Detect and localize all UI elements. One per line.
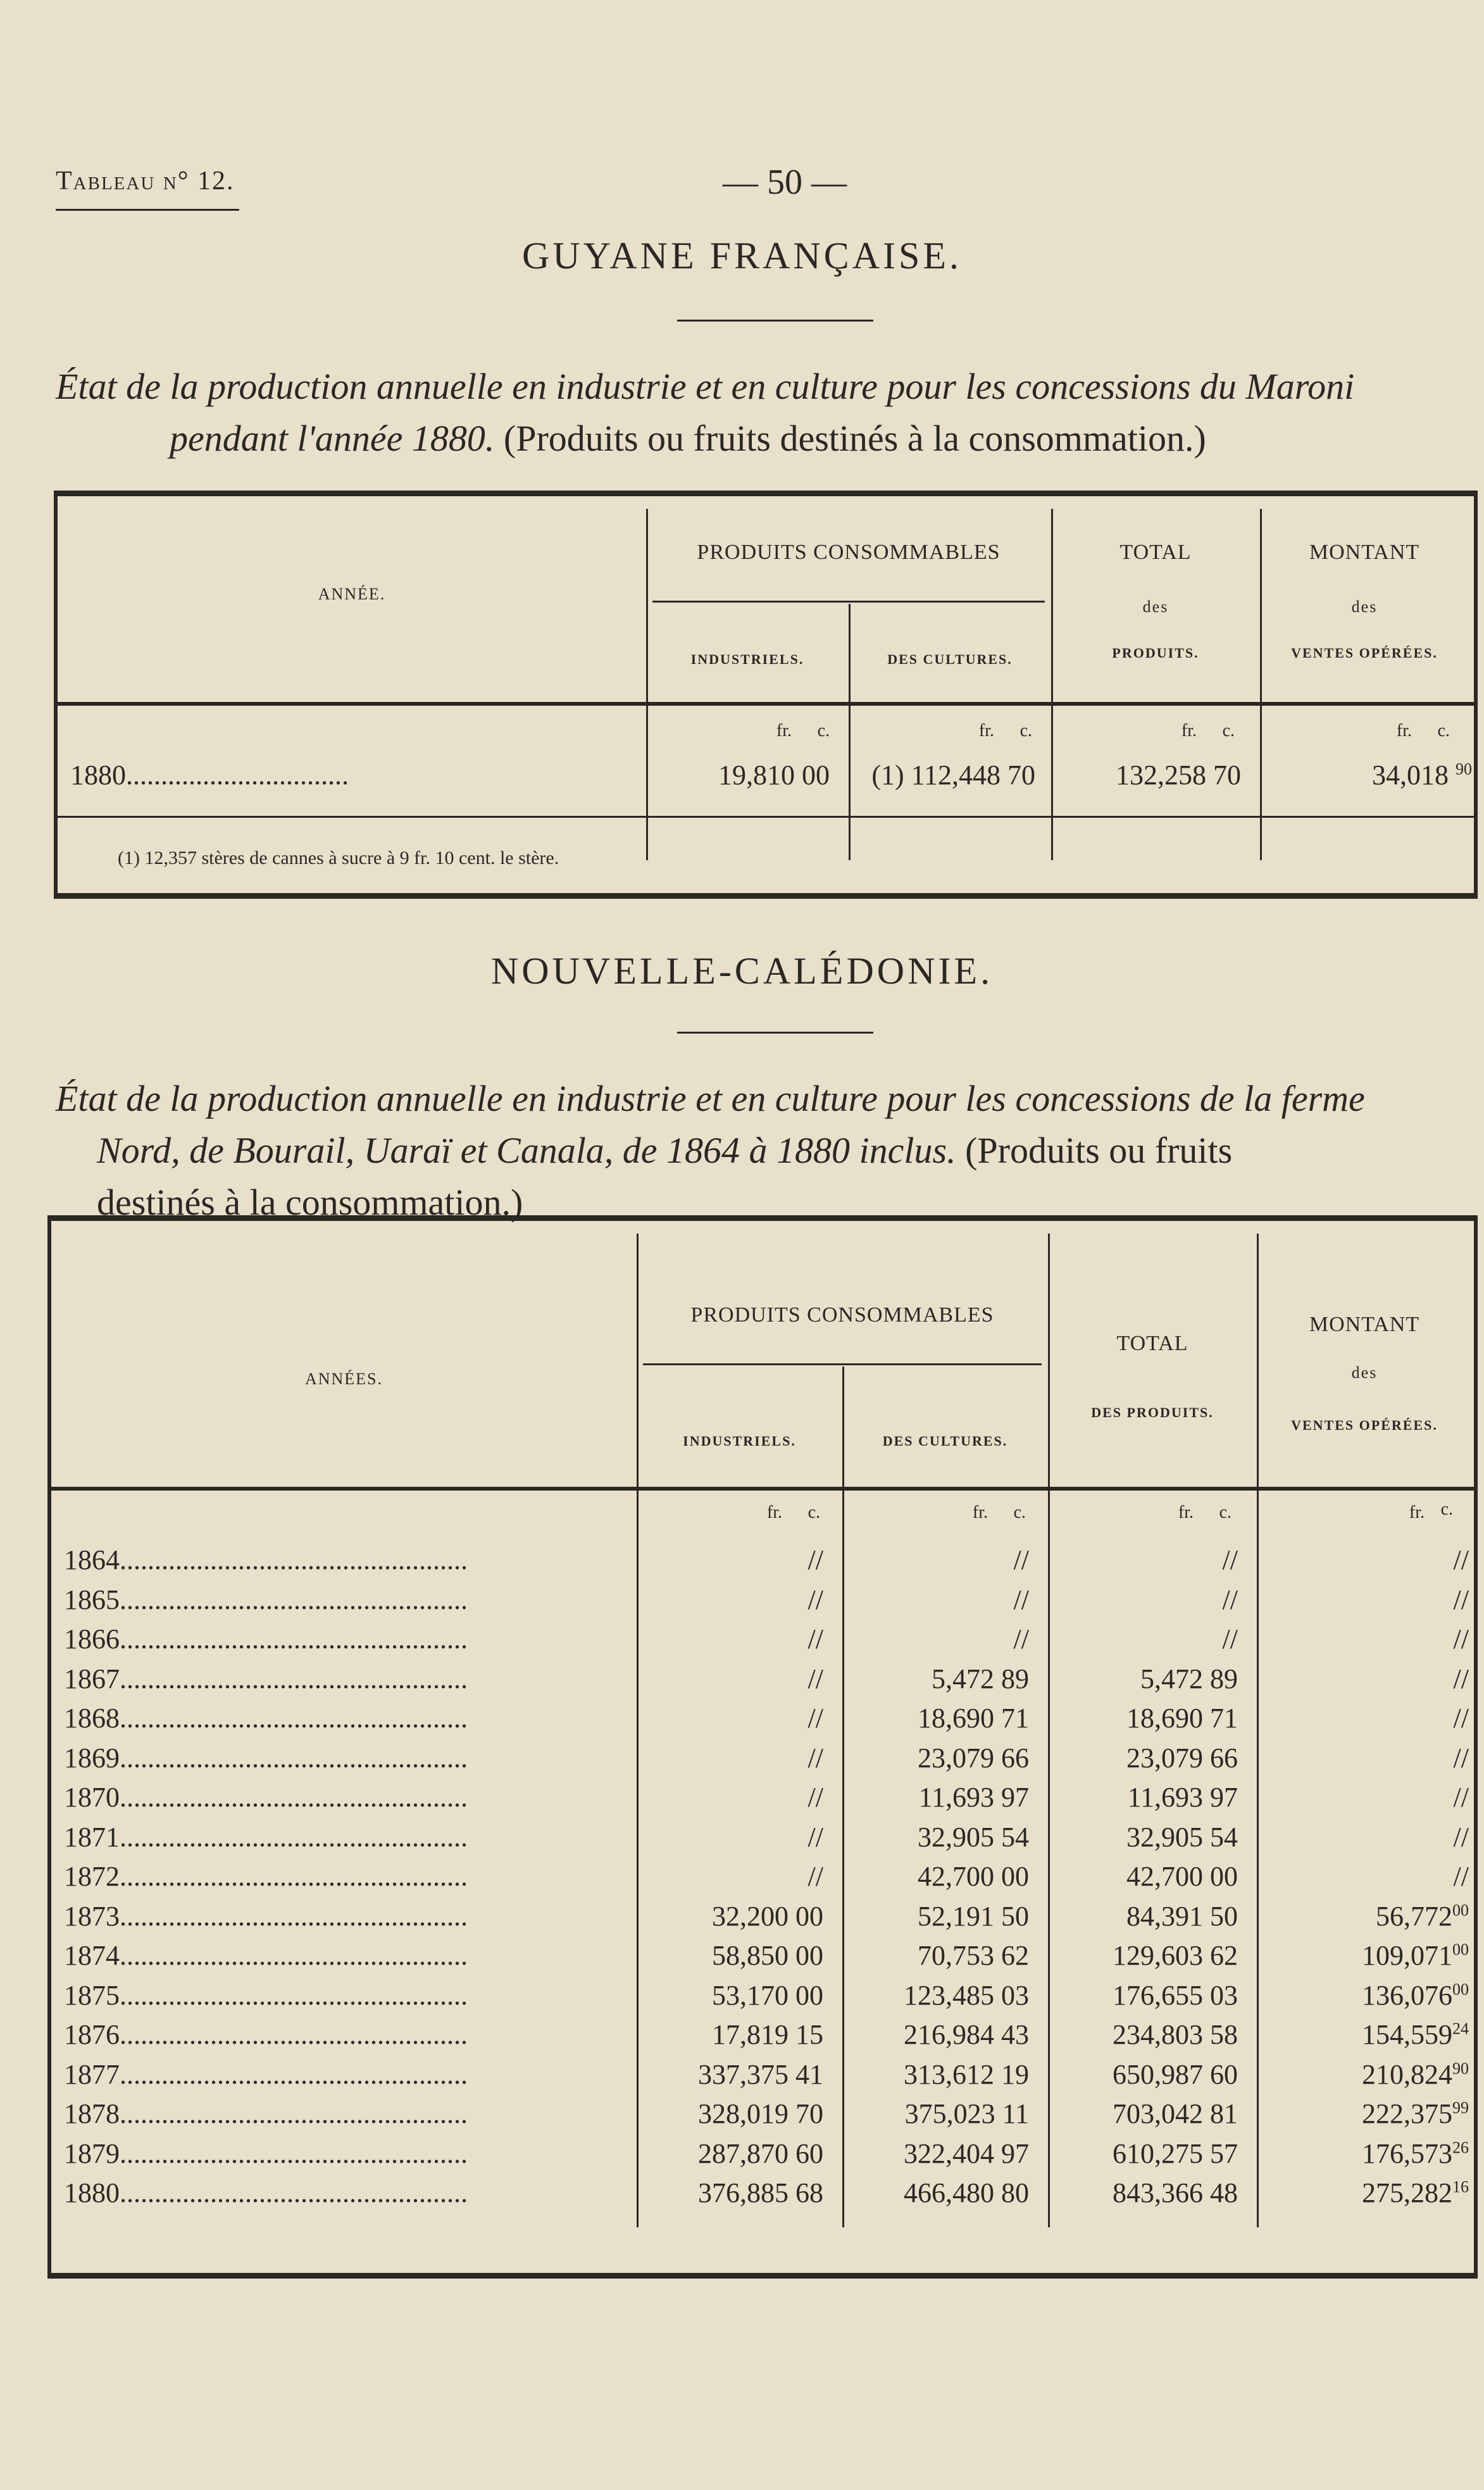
row-year (64, 1781, 630, 1813)
unit-fr: fr. (1409, 1503, 1425, 1522)
cell-cultures: 313,612 19 (904, 2059, 1029, 2090)
cell-montant (1263, 1900, 1469, 1932)
unit-c: c. (1222, 721, 1235, 741)
cell-cultures: 5,472 89 (932, 1663, 1029, 1694)
col-header-cultures: DES CULTURES. (882, 1433, 1008, 1449)
leader-dots: .................................................. (120, 2098, 468, 2129)
cell-total: // (1222, 1624, 1238, 1655)
leader-dots: .................................................. (120, 1861, 468, 1892)
leader-dots: .................................................. (120, 2177, 468, 2208)
cell-industriels: 32,200 00 (712, 1901, 823, 1932)
col-header-total-des: des (1142, 597, 1169, 616)
cell-cultures: 32,905 54 (918, 1822, 1029, 1853)
cell-montant (1263, 1979, 1469, 2011)
col-divider (842, 1367, 844, 2227)
cell-industriels: 53,170 00 (712, 1980, 823, 2011)
col-divider (849, 604, 851, 860)
leader-dots: .................................................. (120, 1742, 468, 1774)
cell-industriels: 328,019 70 (698, 2098, 823, 2129)
cell-industriels: 337,375 41 (698, 2059, 823, 2090)
row-year-value: 1872 (64, 1861, 120, 1892)
col-header-total: TOTAL (1116, 1332, 1188, 1355)
caption-guyane-line1: État de la production annuelle en industrie et en culture pour les concessions du Maroni (56, 366, 1355, 407)
col-header-total: TOTAL (1119, 541, 1192, 564)
row-year (64, 1742, 630, 1774)
cell-total: 18,690 71 (1126, 1703, 1238, 1734)
cell-montant-value: // (1453, 1861, 1469, 1892)
col-header-montant: MONTANT (1309, 1313, 1420, 1336)
cell-montant (1263, 1821, 1469, 1853)
cell-total: // (1222, 1544, 1238, 1575)
row-year-value: 1865 (64, 1584, 120, 1615)
col-header-montant-ventes: VENTES OPÉRÉES. (1291, 645, 1438, 661)
leader-dots: .................................................. (120, 1940, 468, 1971)
body-rule (58, 816, 1474, 818)
cell-total: 843,366 48 (1113, 2177, 1238, 2208)
cell-montant (1263, 1584, 1469, 1616)
cell-cultures: 322,404 97 (904, 2138, 1029, 2169)
cell-total: 234,803 58 (1113, 2019, 1238, 2050)
unit-c: c. (817, 721, 830, 741)
cell-cultures: 466,480 80 (904, 2177, 1029, 2208)
section-divider (677, 1032, 873, 1034)
row-year-value: 1876 (64, 2019, 120, 2050)
col-header-cultures: DES CULTURES. (887, 651, 1013, 667)
cell-montant-cents: 90 (1452, 2059, 1469, 2078)
unit-fr: fr. (972, 1503, 988, 1522)
footnote: (1) 12,357 stères de cannes à sucre à 9 fr. 10 cent. le stère. (118, 848, 559, 868)
row-year-value: 1877 (64, 2059, 120, 2090)
unit-fr: fr. (776, 721, 792, 741)
unit-c: c. (1019, 721, 1032, 741)
cell-industriels: 376,885 68 (698, 2177, 823, 2208)
cell-montant-value: 222,375 (1362, 2098, 1452, 2129)
cell-industriels: // (807, 1624, 823, 1655)
col-header-industriels: INDUSTRIELS. (690, 651, 804, 667)
cell-total: 42,700 00 (1126, 1861, 1238, 1892)
row-year-value: 1864 (64, 1544, 120, 1575)
cell-cultures: 23,079 66 (918, 1742, 1029, 1774)
cell-total: 32,905 54 (1126, 1822, 1238, 1853)
cell-montant-cents: 00 (1452, 1901, 1469, 1920)
cell-montant (1263, 2018, 1469, 2051)
row-year-value: 1869 (64, 1742, 120, 1774)
row-year (64, 1702, 630, 1734)
row-year-value: 1866 (64, 1624, 120, 1655)
section-title-guyane: GUYANE FRANÇAISE. (521, 235, 963, 277)
cell-total: 23,079 66 (1126, 1742, 1238, 1774)
subheader-rule (652, 601, 1045, 603)
cell-total: 650,987 60 (1113, 2059, 1238, 2090)
row-year (64, 1821, 630, 1853)
col-header-montant-ventes: VENTES OPÉRÉES. (1291, 1417, 1438, 1433)
unit-fr: fr. (1181, 721, 1197, 741)
cell-industriels: // (807, 1703, 823, 1734)
cell-montant-value: 56,772 (1376, 1901, 1452, 1932)
cell-cultures: 11,693 97 (918, 1782, 1029, 1813)
caption-caledonie-line3: destinés à la consommation.) (97, 1182, 523, 1223)
unit-c: c. (1219, 1503, 1231, 1522)
cell-montant (1263, 1544, 1469, 1576)
row-year (64, 1939, 630, 1972)
cell-montant (1263, 1939, 1469, 1972)
cell-montant (1263, 2058, 1469, 2091)
cell-montant (1263, 1742, 1469, 1774)
col-header-produits: PRODUITS CONSOMMABLES (697, 541, 1001, 564)
header-divider (56, 209, 239, 211)
row-year (64, 1584, 630, 1616)
table-number-label: Tableau n° 12. (56, 166, 235, 196)
cell-montant-value: // (1453, 1544, 1469, 1575)
cell-industriels: // (807, 1544, 823, 1575)
cell-montant (1263, 2177, 1469, 2209)
col-header-industriels: INDUSTRIELS. (683, 1433, 796, 1449)
cell-cultures: 52,191 50 (918, 1901, 1029, 1932)
cell-total: 11,693 97 (1127, 1782, 1238, 1813)
row-year (64, 2137, 630, 2170)
cell-cultures: // (1013, 1584, 1029, 1615)
caption-caledonie-line2-italic: Nord, de Bourail, Uaraï et Canala, de 1864 à 1880 inclus. (97, 1130, 956, 1171)
cell-montant (1263, 2098, 1469, 2130)
cell-montant (1263, 1781, 1469, 1813)
cell-industriels: // (807, 1822, 823, 1853)
row-year (64, 2177, 630, 2209)
leader-dots: .................................................. (120, 1624, 468, 1655)
cell-montant-cents: 00 (1452, 1940, 1469, 1959)
cell-montant-value: // (1453, 1624, 1469, 1655)
section-title-caledonie: NOUVELLE-CALÉDONIE. (490, 950, 994, 992)
row-year-value: 1875 (64, 1980, 120, 2011)
row-year (64, 1860, 630, 1893)
cell-total: 5,472 89 (1140, 1663, 1238, 1694)
row-year (64, 2018, 630, 2051)
row-year (64, 2098, 630, 2130)
row-year-value: 1878 (64, 2098, 120, 2129)
cell-montant (1263, 1663, 1469, 1695)
cell-montant-cents: 26 (1452, 2138, 1469, 2157)
row-year (64, 1623, 630, 1655)
unit-c: c. (1013, 1503, 1026, 1522)
cell-industriels: 17,819 15 (712, 2019, 823, 2050)
cell-cultures: 216,984 43 (904, 2019, 1029, 2050)
cell-montant-value: 34,018 (1372, 760, 1449, 791)
caption-caledonie-line2-normal: (Produits ou fruits (965, 1130, 1233, 1171)
unit-fr: fr. (1396, 721, 1412, 741)
cell-montant (1263, 2137, 1469, 2170)
cell-montant-value: 109,071 (1362, 1940, 1452, 1971)
caption-caledonie (56, 1073, 1473, 1229)
cell-montant-cents: 99 (1452, 2098, 1469, 2117)
unit-c: c. (807, 1503, 820, 1522)
leader-dots: .................................................. (120, 2138, 468, 2169)
row-year (64, 1663, 630, 1695)
leader-dots: .................................................. (120, 1584, 468, 1615)
cell-total: 132,258 70 (1116, 760, 1241, 791)
cell-montant-value: 275,282 (1362, 2177, 1452, 2208)
page-number: — 50 — (723, 163, 847, 202)
cell-cultures: (1) 112,448 70 (871, 760, 1035, 791)
leader-dots: .................................................. (120, 1822, 468, 1853)
col-divider (637, 1234, 639, 2227)
cell-total: 703,042 81 (1113, 2098, 1238, 2129)
section-divider (677, 320, 873, 322)
row-year: 1880................................ (70, 760, 349, 791)
leader-dots: .................................................. (120, 1980, 468, 2011)
unit-fr: fr. (1178, 1503, 1194, 1522)
cell-montant-value: 176,573 (1362, 2138, 1452, 2169)
cell-cultures: // (1013, 1544, 1029, 1575)
cell-total: 129,603 62 (1113, 1940, 1238, 1971)
cell-total: 84,391 50 (1126, 1901, 1238, 1932)
row-year (64, 2058, 630, 2091)
cell-industriels: // (807, 1663, 823, 1694)
col-header-total-produits: PRODUITS. (1112, 645, 1199, 661)
cell-montant-cents: 00 (1452, 1980, 1469, 1999)
unit-fr: fr. (978, 721, 994, 741)
col-header-montant-des: des (1351, 1363, 1378, 1382)
cell-industriels: 287,870 60 (698, 2138, 823, 2169)
row-year-value: 1867 (64, 1663, 120, 1694)
leader-dots: .................................................. (120, 2059, 468, 2090)
cell-montant (1263, 1702, 1469, 1734)
cell-cultures: 18,690 71 (918, 1703, 1029, 1734)
cell-montant-value: // (1453, 1822, 1469, 1853)
table-guyane (54, 491, 1478, 899)
row-year-value: 1868 (64, 1703, 120, 1734)
table-caledonie (47, 1215, 1478, 2279)
cell-montant (1263, 1860, 1469, 1893)
cell-cultures: 70,753 62 (918, 1940, 1029, 1971)
col-divider (1048, 1234, 1050, 2227)
header-rule (51, 1487, 1474, 1491)
cell-montant (1266, 759, 1472, 791)
caption-guyane-line2-normal: (Produits ou fruits destinés à la consommation.) (503, 418, 1206, 459)
cell-montant-value: 210,824 (1362, 2059, 1452, 2090)
row-year-value: 1874 (64, 1940, 120, 1971)
cell-industriels: // (807, 1742, 823, 1774)
row-year (64, 1544, 630, 1576)
col-header-annees: ANNÉES. (304, 1370, 383, 1388)
leader-dots: .................................................. (120, 2019, 468, 2050)
cell-montant (1263, 1623, 1469, 1655)
col-divider (1257, 1234, 1259, 2227)
cell-industriels: // (807, 1861, 823, 1892)
row-year-value: 1880 (64, 2177, 120, 2208)
col-header-montant-des: des (1351, 597, 1378, 616)
unit-fr: fr. (766, 1503, 782, 1522)
cell-montant-cents: 90 (1456, 760, 1472, 779)
row-year-value: 1871 (64, 1822, 120, 1853)
caption-guyane (56, 361, 1473, 465)
leader-dots: .................................................. (120, 1544, 468, 1575)
cell-industriels: // (807, 1782, 823, 1813)
cell-cultures: 375,023 11 (904, 2098, 1029, 2129)
cell-montant-value: // (1453, 1663, 1469, 1694)
leader-dots: .................................................. (120, 1782, 468, 1813)
cell-cultures: 42,700 00 (918, 1861, 1029, 1892)
cell-industriels: // (807, 1584, 823, 1615)
col-header-total-produits: DES PRODUITS. (1091, 1405, 1214, 1420)
cell-cultures: // (1013, 1624, 1029, 1655)
caption-guyane-line2-italic: pendant l'année 1880. (170, 418, 495, 459)
cell-montant-value: // (1453, 1742, 1469, 1774)
leader-dots: .................................................. (120, 1663, 468, 1694)
row-year-value: 1873 (64, 1901, 120, 1932)
row-year-value: 1879 (64, 2138, 120, 2169)
cell-montant-cents: 16 (1452, 2177, 1469, 2196)
caption-caledonie-line1: État de la production annuelle en industrie et en culture pour les concessions de la ferme (56, 1078, 1365, 1119)
cell-cultures: 123,485 03 (904, 1980, 1029, 2011)
unit-c: c. (1437, 721, 1450, 741)
cell-montant-cents: 24 (1452, 2019, 1469, 2038)
unit-c: c. (1440, 1499, 1453, 1519)
subheader-rule (643, 1363, 1042, 1365)
cell-industriels: 58,850 00 (712, 1940, 823, 1971)
cell-montant-value: // (1453, 1584, 1469, 1615)
cell-montant-value: // (1453, 1703, 1469, 1734)
header-rule (58, 702, 1474, 706)
col-header-produits: PRODUITS CONSOMMABLES (690, 1303, 994, 1327)
row-year-value: 1870 (64, 1782, 120, 1813)
leader-dots: .................................................. (120, 1901, 468, 1932)
col-header-annee: ANNÉE. (318, 585, 386, 603)
cell-montant-value: // (1453, 1782, 1469, 1813)
row-year (64, 1900, 630, 1932)
cell-montant-value: 136,076 (1362, 1980, 1452, 2011)
cell-montant-value: 154,559 (1362, 2019, 1452, 2050)
cell-industriels: 19,810 00 (718, 760, 830, 791)
col-header-montant: MONTANT (1309, 541, 1420, 564)
cell-total: 610,275 57 (1113, 2138, 1238, 2169)
leader-dots: .................................................. (120, 1703, 468, 1734)
row-year (64, 1979, 630, 2011)
cell-total: 176,655 03 (1113, 1980, 1238, 2011)
cell-total: // (1222, 1584, 1238, 1615)
